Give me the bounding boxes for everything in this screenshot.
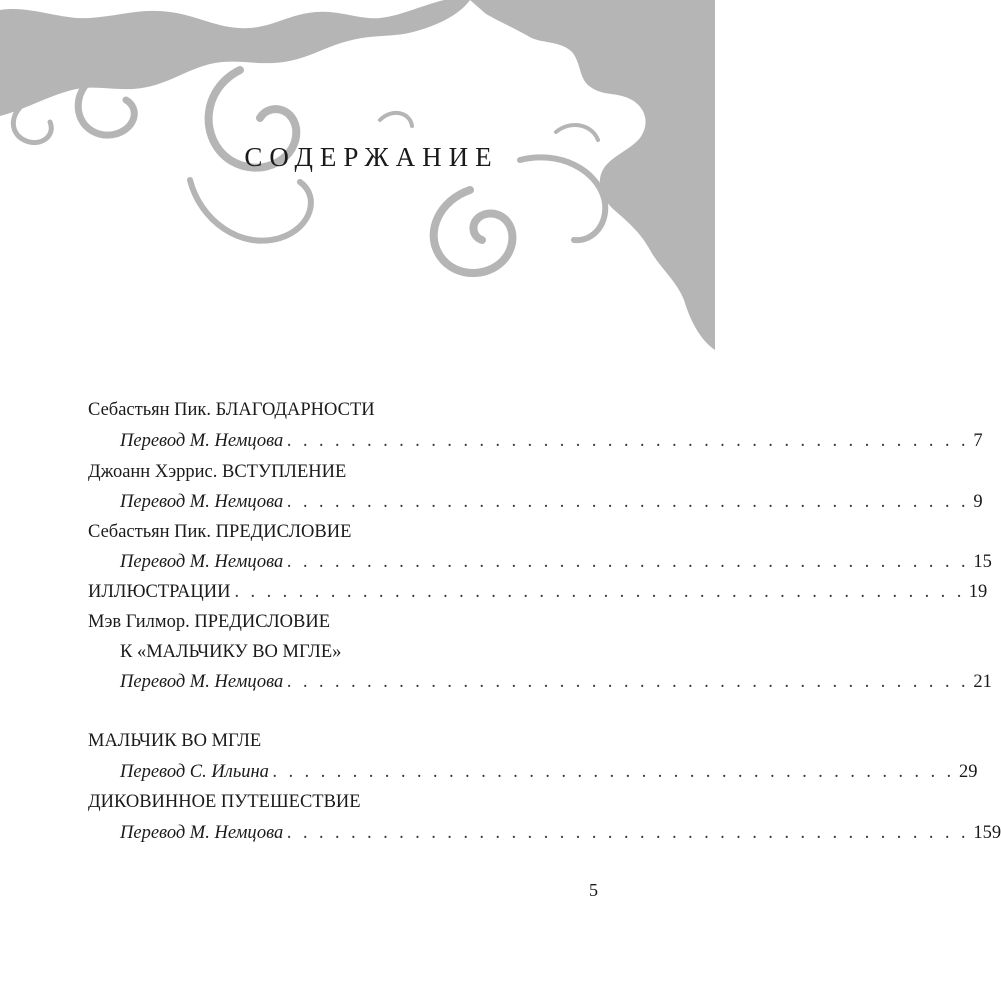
toc-heading: Себастьян Пик. БЛАГОДАРНОСТИ bbox=[88, 400, 375, 420]
leader-dots: . . . . . . . . . . . . . . . . . . . . . . . . . . . . . . . . . . . . . . . . . . . bbox=[272, 762, 956, 782]
toc-page-number: 21 bbox=[973, 672, 992, 692]
toc-entry[interactable] bbox=[120, 758, 978, 786]
toc-entry-label: Перевод М. Немцова bbox=[120, 672, 284, 692]
toc-entry[interactable] bbox=[120, 488, 983, 516]
leader-dots: . . . . . . . . . . . . . . . . . . . . . . . . . . . . . . . . . . . . . . . . . . . bbox=[287, 823, 970, 843]
toc-page-number: 19 bbox=[968, 582, 988, 602]
toc-heading: Мэв Гилмор. ПРЕДИСЛОВИЕ bbox=[88, 612, 331, 632]
leader-dots: . . . . . . . . . . . . . . . . . . . . . . . . . . . . . . . . . . . . . . . . . . . bbox=[287, 431, 970, 451]
toc-entry-label: Перевод М. Немцова bbox=[120, 431, 284, 451]
toc-page-number: 29 bbox=[959, 762, 978, 782]
toc-page-number: 15 bbox=[973, 552, 992, 572]
toc-entry[interactable] bbox=[120, 427, 983, 455]
leader-dots: . . . . . . . . . . . . . . . . . . . . . . . . . . . . . . . . . . . . . . . . . . . . . . bbox=[234, 582, 965, 602]
toc-heading: МАЛЬЧИК ВО МГЛЕ bbox=[88, 731, 262, 751]
leader-dots: . . . . . . . . . . . . . . . . . . . . . . . . . . . . . . . . . . . . . . . . . . . bbox=[287, 552, 970, 572]
page-number: 5 bbox=[589, 880, 598, 900]
toc-heading: Себастьян Пик. ПРЕДИСЛОВИЕ bbox=[88, 522, 352, 542]
toc-entry-label: Перевод М. Немцова bbox=[120, 492, 284, 512]
leader-dots: . . . . . . . . . . . . . . . . . . . . . . . . . . . . . . . . . . . . . . . . . . . bbox=[287, 492, 970, 512]
toc-entry-label: Перевод С. Ильина bbox=[120, 762, 269, 782]
toc-entry[interactable] bbox=[120, 548, 992, 576]
toc-entry-label: ИЛЛЮСТРАЦИИ bbox=[88, 582, 231, 602]
toc-page-number: 7 bbox=[973, 431, 983, 451]
toc-entry[interactable] bbox=[88, 578, 988, 606]
toc-entry[interactable] bbox=[120, 668, 992, 696]
page-title: СОДЕРЖАНИЕ bbox=[244, 142, 499, 172]
toc-heading: ДИКОВИННОЕ ПУТЕШЕСТВИЕ bbox=[88, 792, 361, 812]
toc-page-number: 159 bbox=[973, 823, 1001, 843]
toc-entry[interactable] bbox=[120, 819, 1001, 847]
toc-heading: Джоанн Хэррис. ВСТУПЛЕНИЕ bbox=[88, 462, 347, 482]
toc-entry-label: Перевод М. Немцова bbox=[120, 823, 284, 843]
toc-heading-continued: К «МАЛЬЧИКУ ВО МГЛЕ» bbox=[120, 642, 342, 662]
toc-page-number: 9 bbox=[973, 492, 983, 512]
leader-dots: . . . . . . . . . . . . . . . . . . . . . . . . . . . . . . . . . . . . . . . . . . . bbox=[287, 672, 970, 692]
toc-entry-label: Перевод М. Немцова bbox=[120, 552, 284, 572]
